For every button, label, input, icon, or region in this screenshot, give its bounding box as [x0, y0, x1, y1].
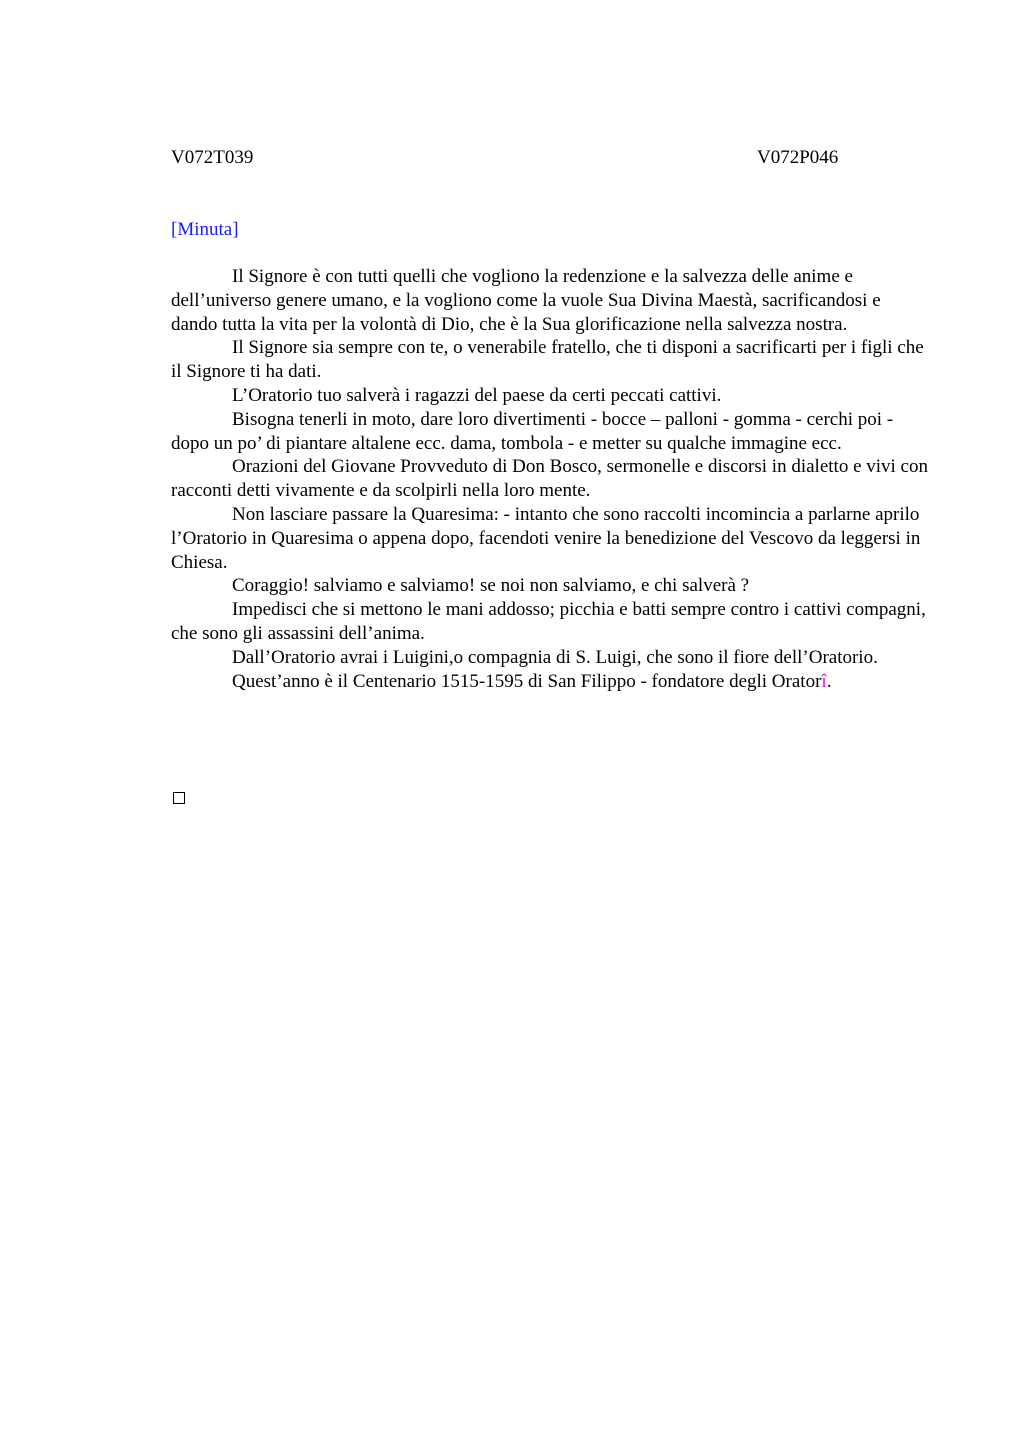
paragraph: Orazioni del Giovane Provveduto di Don Bosco, sermonelle e discorsi in dialetto e vivi con racconti detti vivamente e da scolpirli nella loro mente.	[171, 456, 928, 502]
paragraph: Non lasciare passare la Quaresima: - intanto che sono raccolti incomincia a parlarne aprilo l’Oratorio in Quaresima o appena dopo, facendoti venire la benedizione del Vescovo da leggersi in Chiesa.	[171, 503, 921, 573]
paragraph-last-main: Quest’anno è il Centenario 1515-1595 di San Filippo - fondatore degli Orator	[232, 670, 822, 692]
paragraph-last-end: .	[826, 670, 832, 692]
paragraph: Coraggio! salviamo e salviamo! se noi non salviamo, e chi salverà ?	[232, 575, 750, 597]
paragraph: L’Oratorio tuo salverà i ragazzi del paese da certi peccati cattivi.	[232, 384, 722, 406]
paragraph: Il Signore è con tutti quelli che vogliono la redenzione e la salvezza delle anime e dell’universo genere umano, e la vogliono come la vuole Sua Divina Maestà, sacrificandosi e dando tutta la vita per la volontà di Dio, che è la Sua glorificazione nella salvezza nostra.	[171, 266, 881, 335]
document-code-right: V072P046	[757, 147, 839, 168]
letter-body	[171, 265, 929, 693]
paragraph: Dall’Oratorio avrai i Luigini,o compagnia di S. Luigi, che sono il fiore dell’Oratorio.	[232, 646, 878, 668]
paragraph: Impedisci che si mettono le mani addosso; picchia e batti sempre contro i cattivi compagni, che sono gli assassini dell’anima.	[171, 599, 926, 644]
paragraph: Bisogna tenerli in moto, dare loro divertimenti - bocce – palloni - gomma - cerchi poi - dopo un po’ di piantare altalene ecc. dama, tombola - e metter su qualche immagine ecc.	[171, 408, 894, 454]
minuta-label: [Minuta]	[171, 219, 239, 240]
accented-character: î	[821, 670, 827, 692]
square-outline-icon	[173, 792, 185, 804]
document-header	[171, 146, 929, 170]
paragraph-last	[171, 670, 929, 694]
document-code-left: V072T039	[171, 147, 254, 168]
paragraph: Il Signore sia sempre con te, o venerabile fratello, che ti disponi a sacrificarti per i figli che il Signore ti ha dati.	[171, 337, 924, 383]
